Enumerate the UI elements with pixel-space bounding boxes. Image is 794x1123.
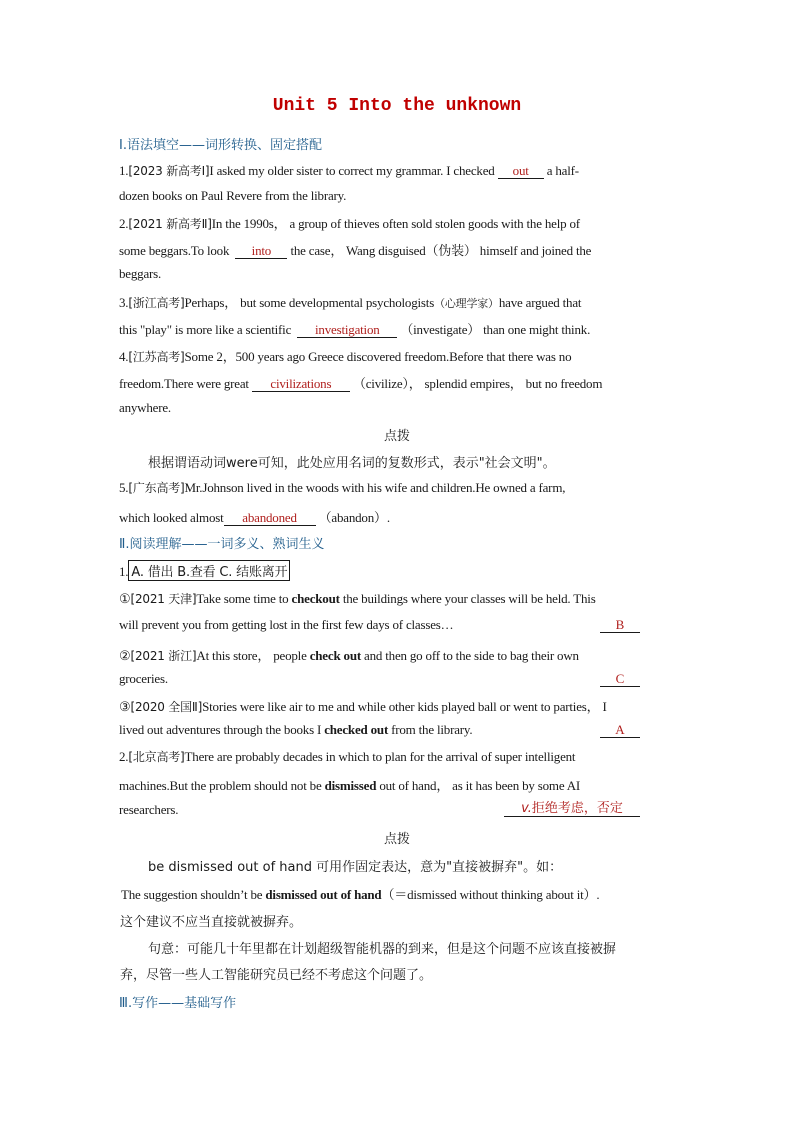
item-3-line-1: ③[2020 全国Ⅱ]Stories were like air to me and while other kids played ball or went to parties， I xyxy=(119,699,607,714)
item-3-line-2: lived out adventures through the books I checked out from the library. xyxy=(119,722,473,737)
question-source: [2021 浙江] xyxy=(130,649,197,663)
tip-label: 点拨 xyxy=(383,429,410,444)
item-1-line-1: ①[2021 天津]Take some time to checkout the buildings where your classes will be held. This xyxy=(119,591,596,606)
question-source: [2020 全国Ⅱ] xyxy=(130,700,203,714)
question-source: [浙江高考] xyxy=(128,296,185,310)
answer-blank: civilizations xyxy=(252,377,350,392)
question-2-reading-line-1: 2.[北京高考]There are probably decades in which to plan for the arrival of super intelligent xyxy=(119,749,576,764)
answer-blank: B xyxy=(600,617,640,633)
question-source: [江苏高考] xyxy=(128,350,185,364)
question-2-line-2: some beggars.To look into the case， Wang disguised（伪装） himself and joined the xyxy=(119,243,592,258)
tip-text: 根据谓语动词were可知，此处应用名词的复数形式，表示"社会文明"。 xyxy=(148,456,556,471)
question-2-line-1: 2.[2021 新高考Ⅱ]In the 1990s， a group of thieves often sold stolen goods with the help of xyxy=(119,216,580,231)
question-source: [2023 新高考Ⅰ] xyxy=(128,164,210,178)
question-2-reading-line-3: researchers. xyxy=(119,802,179,817)
section-heading-grammar: Ⅰ.语法填空——词形转换、固定搭配 xyxy=(119,138,322,153)
sentence-meaning-line-2: 弃，尽管一些人工智能研究员已经不考虑这个问题了。 xyxy=(120,968,433,983)
question-3-line-1: 3.[浙江高考]Perhaps， but some developmental psychologists（心理学家）have argued that xyxy=(119,295,582,310)
tip-line-1: be dismissed out of hand 可用作固定表达，意为"直接被摒弃"。如： xyxy=(148,860,563,875)
question-2-line-3: beggars. xyxy=(119,266,162,281)
question-5-line-2: which looked almost abandoned （abandon）. xyxy=(119,510,390,525)
answer-blank: A xyxy=(600,722,640,738)
question-source: [北京高考] xyxy=(128,750,185,764)
item-1-line-2: will prevent you from getting lost in the first few days of classes… xyxy=(119,617,454,632)
example-translation: 这个建议不应当直接就被摒弃。 xyxy=(120,915,303,930)
section-heading-writing: Ⅲ.写作——基础写作 xyxy=(119,996,237,1011)
answer-blank: abandoned xyxy=(224,511,316,526)
question-1-line-1: 1.[2023 新高考Ⅰ]I asked my older sister to correct my grammar. I checked out a half- xyxy=(119,163,579,178)
answer-blank: C xyxy=(600,671,640,687)
question-5-line-1: 5.[广东高考]Mr.Johnson lived in the woods with his wife and children.He owned a farm, xyxy=(119,480,566,495)
answer-blank: into xyxy=(235,244,287,259)
question-source: [广东高考] xyxy=(128,481,185,495)
question-source: [2021 新高考Ⅱ] xyxy=(128,217,212,231)
question-4-line-2: freedom.There were great civilizations （civilize）， splendid empires， but no freedom xyxy=(119,376,603,391)
question-1-line-2: dozen books on Paul Revere from the library. xyxy=(119,188,347,203)
options-box: A. 借出 B.查看 C. 结账离开 xyxy=(128,560,290,581)
section-heading-reading: Ⅱ.阅读理解——一词多义、熟词生义 xyxy=(119,537,325,552)
item-2-line-2: groceries. xyxy=(119,671,168,686)
sentence-meaning-line-1: 句意：可能几十年里都在计划超级智能机器的到来，但是这个问题不应该直接被摒 xyxy=(148,942,617,957)
answer-blank: v.拒绝考虑，否定 xyxy=(504,801,640,817)
item-2-line-1: ②[2021 浙江]At this store， people check out and then go off to the side to bag their own xyxy=(119,648,579,663)
page-title: Unit 5 Into the unknown xyxy=(272,96,522,116)
question-4-line-1: 4.[江苏高考]Some 2，500 years ago Greece discovered freedom.Before that there was no xyxy=(119,349,572,364)
answer-blank: investigation xyxy=(297,323,397,338)
example-sentence: The suggestion shouldn’t be dismissed out of hand（＝dismissed without thinking about it）. xyxy=(121,887,600,902)
question-3-line-2: this "play" is more like a scientific investigation （investigate） than one might think. xyxy=(119,322,591,337)
tip-label: 点拨 xyxy=(383,832,410,847)
question-1-options: 1. A. 借出 B.查看 C. 结账离开 xyxy=(119,560,290,581)
question-2-reading-line-2: machines.But the problem should not be dismissed out of hand， as it has been by some AI xyxy=(119,778,581,793)
answer-blank: out xyxy=(498,164,544,179)
question-4-line-3: anywhere. xyxy=(119,400,171,415)
question-source: [2021 天津] xyxy=(130,592,197,606)
